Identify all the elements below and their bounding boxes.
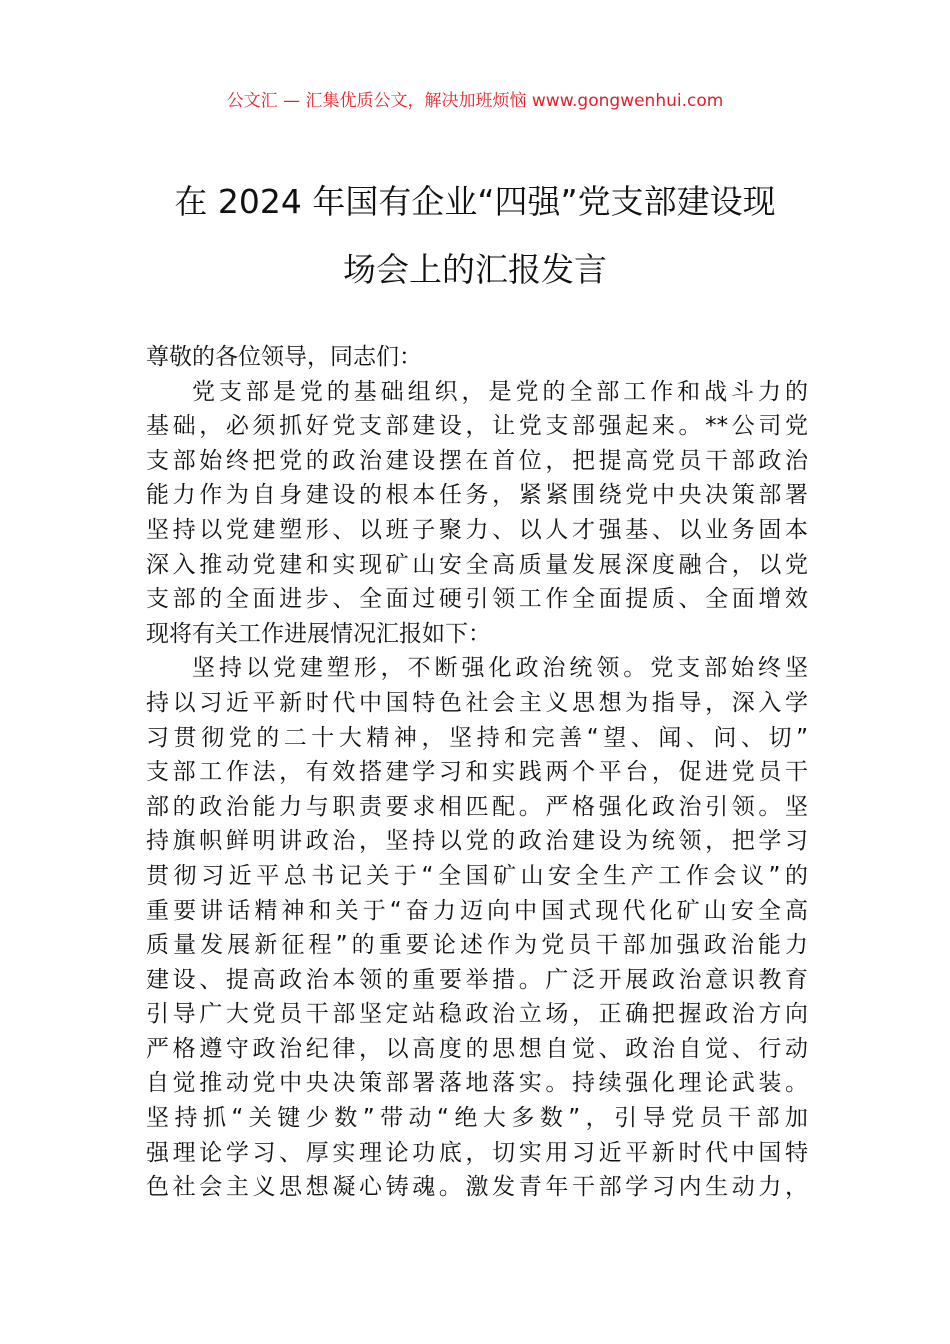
body-line: 贯彻习近平总书记关于“全国矿山安全生产工作会议”的 <box>146 862 808 889</box>
document-title-line-1: 在 2024 年国有企业“四强”党支部建设现 <box>174 182 776 221</box>
document-title-line-2: 场会上的汇报发言 <box>343 250 607 289</box>
body-line: 现将有关工作进展情况汇报如下： <box>146 620 491 647</box>
body-line: 坚持抓“关键少数”带动“绝大多数”，引导党员干部加 <box>146 1105 808 1132</box>
body-line: 引导广大党员干部坚定站稳政治立场，正确把握政治方向 <box>146 1001 808 1028</box>
body-line: 持旗帜鲜明讲政治，坚持以党的政治建设为统领，把学习 <box>146 828 808 855</box>
body-line: 质量发展新征程”的重要论述作为党员干部加强政治能力 <box>146 932 808 959</box>
body-line: 自觉推动党中央决策部署落地落实。持续强化理论武装。 <box>146 1070 808 1097</box>
body-line: 部的政治能力与职责要求相匹配。严格强化政治引领。坚 <box>146 793 808 820</box>
body-line: 坚持以党建塑形、以班子聚力、以人才强基、以业务固本 <box>146 516 808 543</box>
body-line: 基础，必须抓好党支部建设，让党支部强起来。**公司党 <box>146 413 808 440</box>
body-line: 严格遵守政治纪律，以高度的思想自觉、政治自觉、行动 <box>146 1035 808 1062</box>
body-line: 支部工作法，有效搭建学习和实践两个平台，促进党员干 <box>146 759 808 786</box>
body-line: 党支部是党的基础组织，是党的全部工作和战斗力的 <box>192 378 808 405</box>
document-body <box>146 340 808 1205</box>
body-line: 色社会主义思想凝心铸魂。激发青年干部学习内生动力， <box>146 1174 808 1201</box>
body-line: 能力作为自身建设的根本任务，紧紧围绕党中央决策部署 <box>146 482 808 509</box>
body-line: 坚持以党建塑形，不断强化政治统领。党支部始终坚 <box>192 655 808 682</box>
body-line: 重要讲话精神和关于“奋力迈向中国式现代化矿山安全高 <box>146 897 808 924</box>
salutation: 尊敬的各位领导，同志们： <box>146 344 422 370</box>
body-line: 持以习近平新时代中国特色社会主义思想为指导，深入学 <box>146 689 808 716</box>
body-line: 支部始终把党的政治建设摆在首位，把提高党员干部政治 <box>146 447 808 474</box>
body-line: 强理论学习、厚实理论功底，切实用习近平新时代中国特 <box>146 1139 808 1166</box>
header-banner: 公文汇 — 汇集优质公文，解决加班烦恼 www.gongwenhui.com <box>226 91 724 111</box>
body-line: 建设、提高政治本领的重要举措。广泛开展政治意识教育 <box>146 966 808 993</box>
body-line: 深入推动党建和实现矿山安全高质量发展深度融合，以党 <box>146 551 808 578</box>
body-line: 支部的全面进步、全面过硬引领工作全面提质、全面增效 <box>146 586 808 613</box>
body-line: 习贯彻党的二十大精神，坚持和完善“望、闻、问、切” <box>146 724 808 751</box>
body-paragraphs <box>146 375 808 1205</box>
